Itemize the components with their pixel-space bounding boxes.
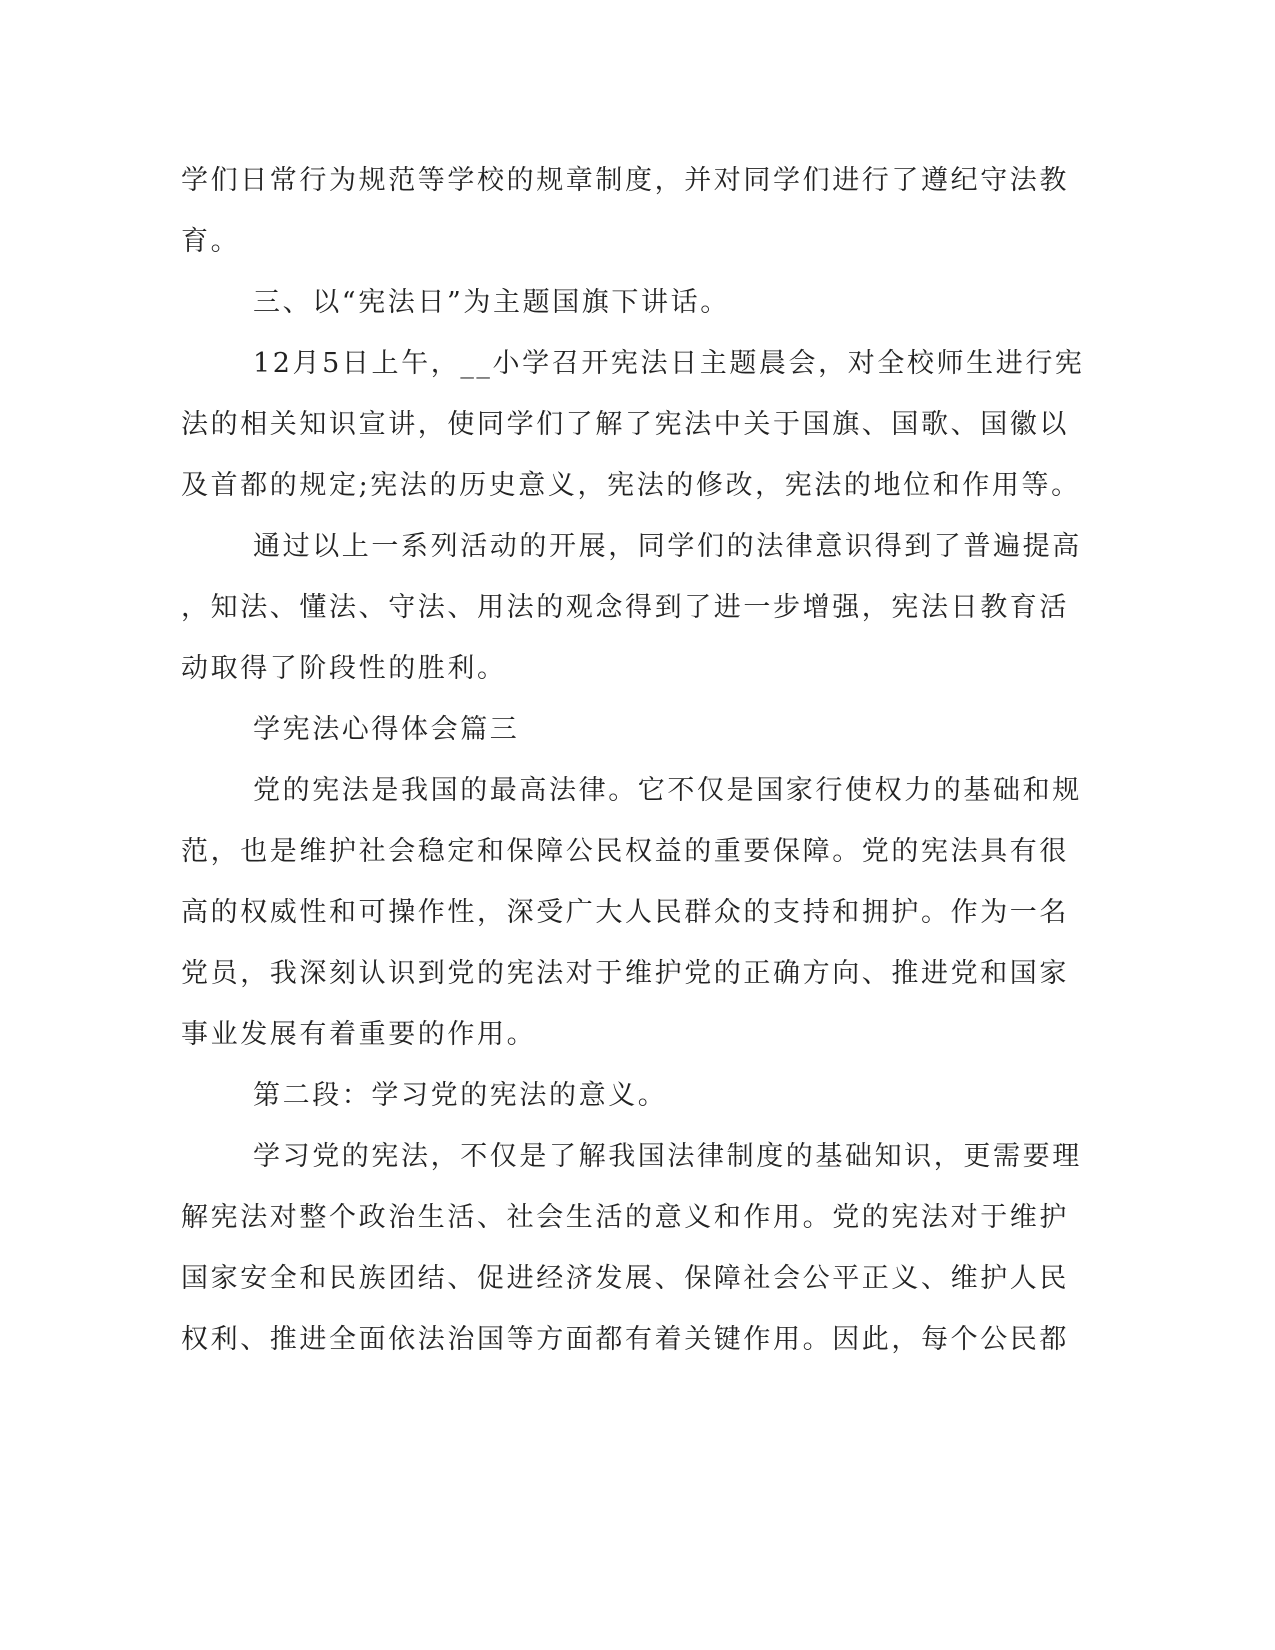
text-line-18: 解宪法对整个政治生活、社会生活的意义和作用。党的宪法对于维护	[181, 1202, 1069, 1233]
text-line-17: 学习党的宪法，不仅是了解我国法律制度的基础知识，更需要理	[253, 1141, 1082, 1172]
text-line-8: ，知法、懂法、守法、用法的观念得到了进一步增强，宪法日教育活	[181, 592, 1069, 623]
article-title: 学宪法心得体会篇三	[253, 714, 520, 745]
paragraph-heading: 第二段：学习党的宪法的意义。	[253, 1080, 668, 1111]
document-body	[181, 150, 1085, 1370]
section-heading: 三、以“宪法日”为主题国旗下讲话。	[253, 287, 730, 318]
text-line-15: 事业发展有着重要的作用。	[181, 1019, 537, 1050]
text-line-13: 高的权威性和可操作性，深受广大人民群众的支持和拥护。作为一名	[181, 897, 1069, 928]
text-line-2: 育。	[181, 226, 241, 257]
text-line-19: 国家安全和民族团结、促进经济发展、保障社会公平正义、维护人民	[181, 1263, 1069, 1294]
text-line-20: 权利、推进全面依法治国等方面都有着关键作用。因此，每个公民都	[181, 1324, 1069, 1355]
text-line-4: 12月5日上午，__小学召开宪法日主题晨会，对全校师生进行宪	[253, 348, 1085, 379]
text-line-11: 党的宪法是我国的最高法律。它不仅是国家行使权力的基础和规	[253, 775, 1082, 806]
text-line-12: 范，也是维护社会稳定和保障公民权益的重要保障。党的宪法具有很	[181, 836, 1069, 867]
text-line-6: 及首都的规定;宪法的历史意义，宪法的修改，宪法的地位和作用等。	[181, 470, 1081, 501]
text-line-5: 法的相关知识宣讲，使同学们了解了宪法中关于国旗、国歌、国徽以	[181, 409, 1069, 440]
text-line-7: 通过以上一系列活动的开展，同学们的法律意识得到了普遍提高	[253, 531, 1082, 562]
text-line-9: 动取得了阶段性的胜利。	[181, 653, 507, 684]
text-line-14: 党员，我深刻认识到党的宪法对于维护党的正确方向、推进党和国家	[181, 958, 1069, 989]
text-line-1: 学们日常行为规范等学校的规章制度，并对同学们进行了遵纪守法教	[181, 165, 1069, 196]
